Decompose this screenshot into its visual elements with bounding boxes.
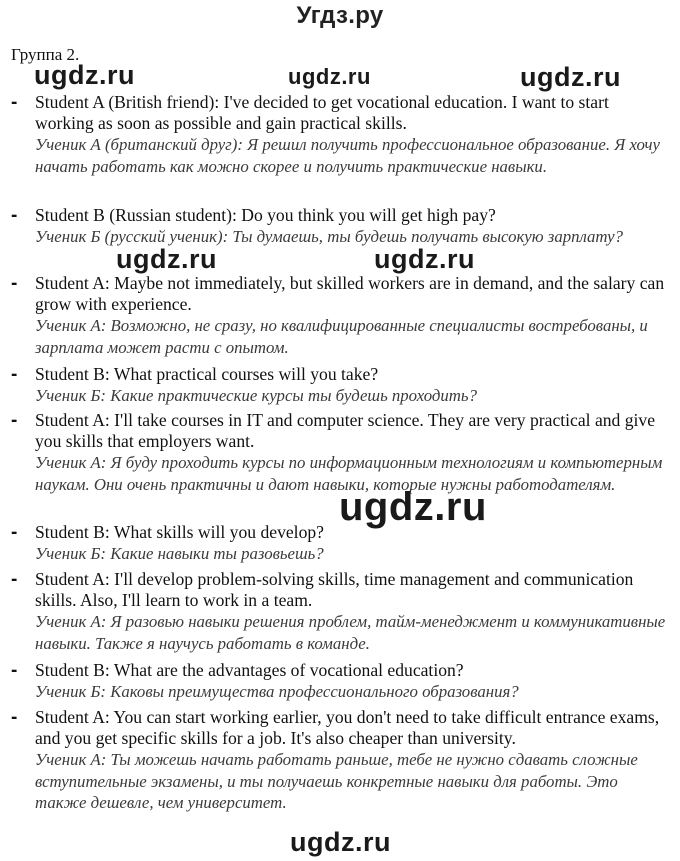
- dash-marker: -: [11, 364, 18, 385]
- english-line: Student B (Russian student): Do you think you will get high pay?: [35, 205, 496, 225]
- dash-marker: -: [11, 273, 18, 294]
- dash-marker: -: [11, 707, 18, 728]
- dialogue-entry: [11, 92, 671, 177]
- english-line: Student B: What are the advantages of vocational education?: [35, 660, 464, 680]
- watermark: ugdz.ru: [34, 60, 135, 90]
- dash-marker: -: [11, 410, 18, 431]
- dialogue-entry: [11, 660, 671, 703]
- russian-translation: Ученик Б: Какие практические курсы ты будешь проходить?: [35, 386, 477, 405]
- english-line: Student A: You can start working earlier, you don't need to take difficult entrance exams, and you get specific skills for a job. It's also cheaper than university.: [35, 707, 660, 748]
- group-label: Группа 2.: [11, 45, 80, 64]
- watermark: ugdz.ru: [288, 64, 371, 89]
- english-line: Student B: What practical courses will you take?: [35, 364, 379, 384]
- watermark: ugdz.ru: [339, 485, 487, 529]
- english-line: Student A: I'll develop problem-solving skills, time management and communication skills. Also, I'll learn to work in a team.: [35, 569, 634, 610]
- watermark: ugdz.ru: [116, 244, 217, 274]
- watermark: ugdz.ru: [290, 827, 391, 857]
- russian-translation: Ученик А: Я буду проходить курсы по информационным технологиям и компьютерным наукам. Они очень практичны и дают навыки, которые нужны работодателям.: [35, 453, 663, 494]
- russian-translation: Ученик Б: Каковы преимущества профессионального образования?: [35, 682, 519, 701]
- dialogue-entry: [11, 273, 671, 358]
- dialogue-entry: [11, 707, 671, 814]
- dash-marker: -: [11, 569, 18, 590]
- english-line: Student A: Maybe not immediately, but skilled workers are in demand, and the salary can grow with experience.: [35, 273, 665, 314]
- russian-translation: Ученик А: Возможно, не сразу, но квалифицированные специалисты востребованы, и зарплата может расти с опытом.: [35, 316, 648, 357]
- english-line: Student B: What skills will you develop?: [35, 522, 324, 542]
- english-line: Student A: I'll take courses in IT and computer science. They are very practical and give you skills that employers want.: [35, 410, 656, 451]
- dialogue-entry: [11, 410, 671, 495]
- dialogue-entry: [11, 364, 671, 407]
- english-line: Student A (British friend): I've decided to get vocational education. I want to start working as soon as possible and gain practical skills.: [35, 92, 609, 133]
- dialogue-entry: [11, 205, 671, 248]
- russian-translation: Ученик Б: Какие навыки ты разовьешь?: [35, 544, 324, 563]
- watermark: ugdz.ru: [374, 244, 475, 274]
- dialogue-entry: [11, 569, 671, 654]
- dash-marker: -: [11, 205, 18, 226]
- dash-marker: -: [11, 522, 18, 543]
- russian-translation: Ученик А (британский друг): Я решил получить профессиональное образование. Я хочу начать работать как можно скорее и получить практические навыки.: [35, 135, 660, 176]
- dash-marker: -: [11, 92, 18, 113]
- russian-translation: Ученик А: Я разовью навыки решения проблем, тайм-менеджмент и коммуникативные навыки. Также я научусь работать в команде.: [35, 612, 666, 653]
- dash-marker: -: [11, 660, 18, 681]
- watermark: ugdz.ru: [520, 62, 621, 92]
- site-title: Угдз.ру: [296, 2, 384, 29]
- russian-translation: Ученик Б (русский ученик): Ты думаешь, ты будешь получать высокую зарплату?: [35, 227, 623, 246]
- russian-translation: Ученик А: Ты можешь начать работать раньше, тебе не нужно сдавать сложные вступительные экзамены, и ты получаешь конкретные навыки для работы. Это также дешевле, чем университет.: [35, 750, 638, 812]
